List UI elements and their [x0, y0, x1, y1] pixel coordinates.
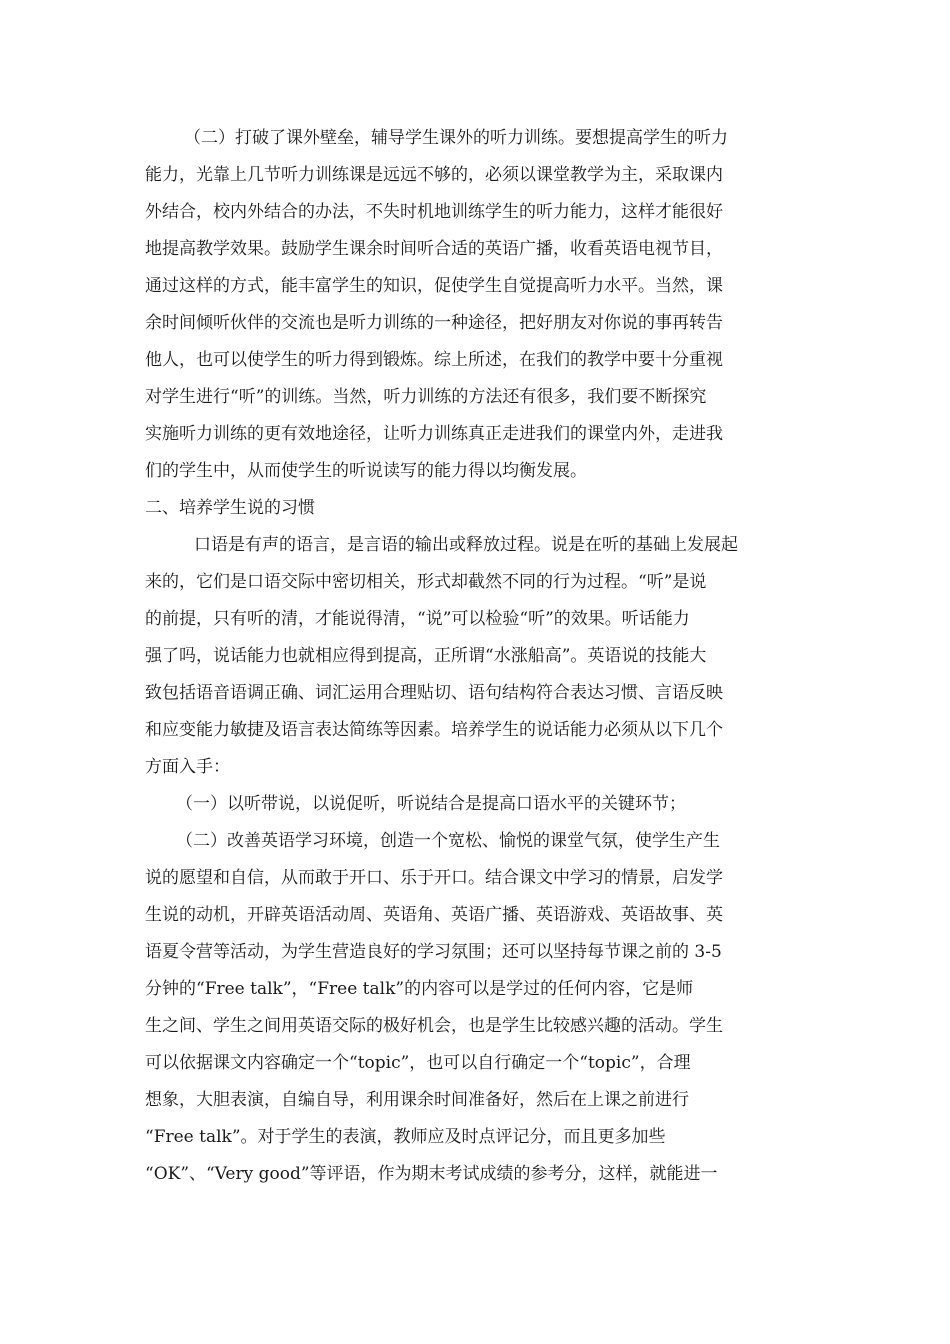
paragraph-1-line-10: 们的学生中，从而使学生的听说读写的能力得以均衡发展。 — [145, 461, 587, 481]
paragraph-3-line-10: “OK”、“Very good”等评语，作为期末考试成绩的参考分，这样，就能进一 — [145, 1164, 718, 1184]
paragraph-3-line-2: 说的愿望和自信，从而敢于开口、乐于开口。结合课文中学习的情景，启发学 — [145, 868, 723, 888]
paragraph-1-line-8: 对学生进行“听”的训练。当然，听力训练的方法还有很多，我们要不断探究 — [145, 387, 707, 407]
paragraph-2-line-5: 致包括语音语调正确、词汇运用合理贴切、语句结构符合表达习惯、言语反映 — [145, 683, 723, 703]
paragraph-1-line-1: （二）打破了课外壁垒，辅导学生课外的听力训练。要想提高学生的听力 — [184, 128, 728, 148]
paragraph-2-line-4: 强了吗，说话能力也就相应得到提高，正所谓“水涨船高”。英语说的技能大 — [145, 646, 707, 666]
paragraph-2-line-7: 方面入手： — [145, 757, 230, 777]
paragraph-3-line-1: （二）改善英语学习环境，创造一个宽松、愉悦的课堂气氛，使学生产生 — [176, 831, 720, 851]
paragraph-3-line-5: 分钟的“Free talk”，“Free talk”的内容可以是学过的任何内容，它是师 — [145, 979, 694, 999]
list-item-1: （一）以听带说，以说促听，听说结合是提高口语水平的关键环节； — [176, 794, 686, 814]
paragraph-3-line-7: 可以依据课文内容确定一个“topic”，也可以自行确定一个“topic”，合理 — [145, 1053, 691, 1073]
paragraph-2-line-3: 的前提，只有听的清，才能说得清，“说”可以检验“听”的效果。听话能力 — [145, 609, 690, 629]
paragraph-2-line-2: 来的，它们是口语交际中密切相关，形式却截然不同的行为过程。“听”是说 — [145, 572, 707, 592]
paragraph-3-line-4: 语夏令营等活动，为学生营造良好的学习氛围；还可以坚持每节课之前的 3-5 — [145, 942, 722, 962]
paragraph-2-line-6: 和应变能力敏捷及语言表达简练等因素。培养学生的说话能力必须从以下几个 — [145, 720, 723, 740]
paragraph-1-line-6: 余时间倾听伙伴的交流也是听力训练的一种途径，把好朋友对你说的事再转告 — [145, 313, 723, 333]
paragraph-3-line-3: 生说的动机，开辟英语活动周、英语角、英语广播、英语游戏、英语故事、英 — [145, 905, 723, 925]
paragraph-1-line-9: 实施听力训练的更有效地途径，让听力训练真正走进我们的课堂内外，走进我 — [145, 424, 723, 444]
paragraph-1-line-5: 通过这样的方式，能丰富学生的知识，促使学生自觉提高听力水平。当然，课 — [145, 276, 723, 296]
paragraph-3-line-9: “Free talk”。对于学生的表演，教师应及时点评记分，而且更多加些 — [145, 1127, 666, 1147]
paragraph-1-line-7: 他人，也可以使学生的听力得到锻炼。综上所述，在我们的教学中要十分重视 — [145, 350, 723, 370]
paragraph-1-line-4: 地提高教学效果。鼓励学生课余时间听合适的英语广播，收看英语电视节目， — [145, 239, 723, 259]
section-heading: 二、培养学生说的习惯 — [145, 498, 315, 518]
paragraph-3-line-8: 想象，大胆表演，自编自导，利用课余时间准备好，然后在上课之前进行 — [145, 1090, 689, 1110]
paragraph-1-line-2: 能力，光靠上几节听力训练课是远远不够的，必须以课堂教学为主，采取课内 — [145, 165, 723, 185]
paragraph-2-line-1: 口语是有声的语言，是言语的输出或释放过程。说是在听的基础上发展起 — [194, 535, 738, 555]
paragraph-1-line-3: 外结合，校内外结合的办法，不失时机地训练学生的听力能力，这样才能很好 — [145, 202, 723, 222]
paragraph-3-line-6: 生之间、学生之间用英语交际的极好机会，也是学生比较感兴趣的活动。学生 — [145, 1016, 723, 1036]
